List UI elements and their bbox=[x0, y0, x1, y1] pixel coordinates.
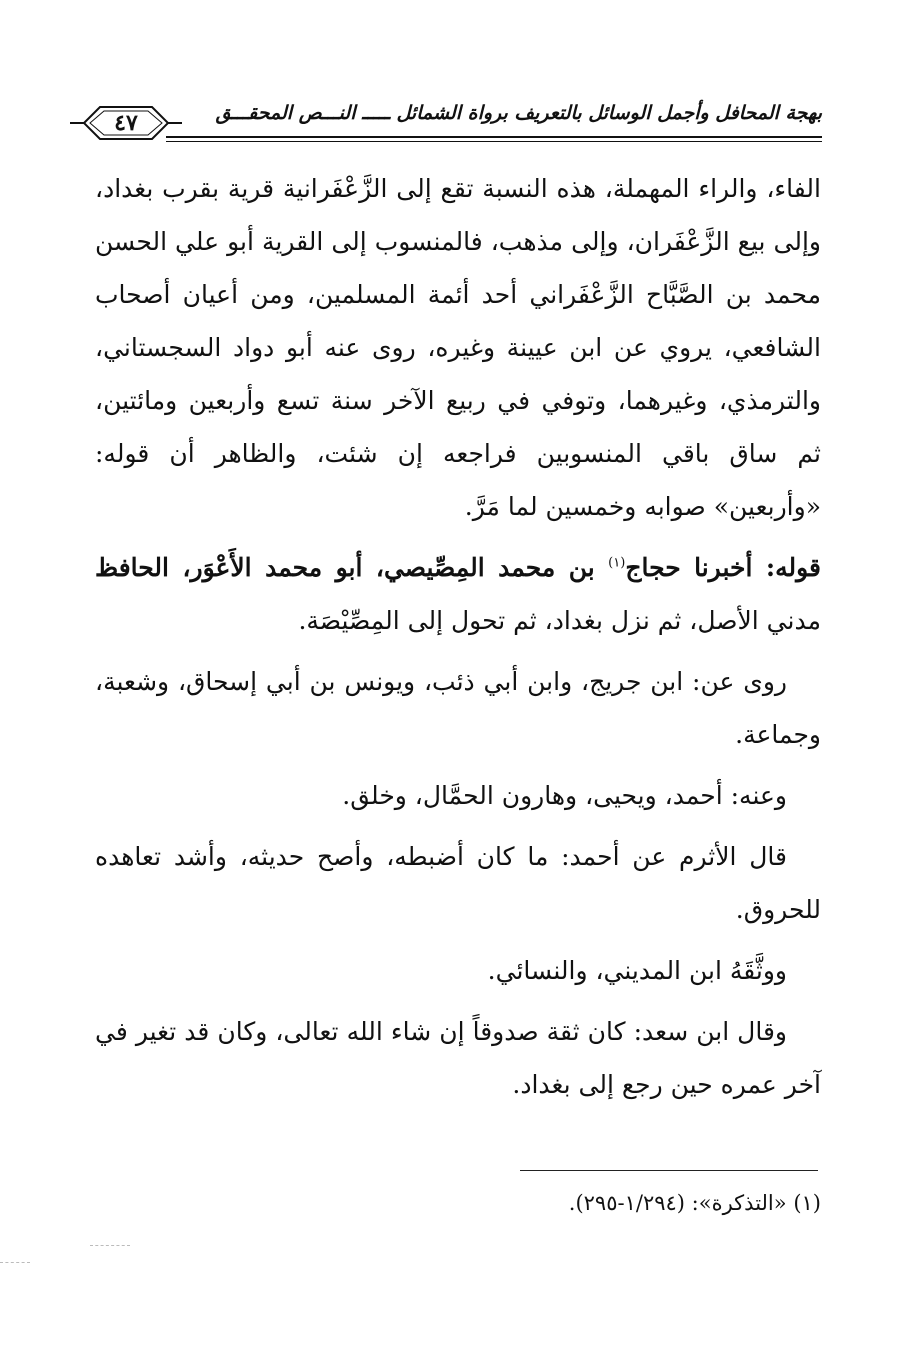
paragraph-3: روى عن: ابن جريج، وابن أبي ذئب، ويونس بن أبي إسحاق، وشعبة، وجماعة. bbox=[95, 667, 821, 749]
scan-artifact bbox=[0, 1262, 30, 1263]
header-rule bbox=[166, 136, 822, 138]
paragraph-6: ووثَّقَهُ ابن المديني، والنسائي. bbox=[487, 956, 787, 985]
page-number: ٤٧ bbox=[114, 110, 138, 136]
paragraph-2 bbox=[95, 541, 821, 647]
paragraph-1: الفاء، والراء المهملة، هذه النسبة تقع إلى الزَّعْفَرانية قرية بقرب بغداد، وإلى بيع الزَّعْفَران، وإلى مذهب، فالمنسوب إلى القرية أبو علي الحسن محمد بن الصَّبَّاح الزَّعْفَراني أحد أئمة المسلمين، ومن أعيان أصحاب الشافعي، يروي عن ابن عيينة وغيره، روى عنه أبو دواد السجستاني، والترمذي، وغيرهما، وتوفي في ربيع الآخر سنة تسع وأربعين ومائتين، ثم ساق باقي المنسوبين فراجعه إن شئت، والظاهر أن قوله: «وأربعين» صوابه وخمسين لما مَرَّ. bbox=[95, 174, 821, 521]
paragraph-2-lead: قوله: أخبرنا حجاج bbox=[625, 553, 821, 582]
footnote bbox=[121, 1186, 821, 1220]
header-title: بهجة المحافل وأجمل الوسائل بالتعريف برواة الشمائل ـــــ النـــص المحقـــق bbox=[215, 102, 822, 124]
page-number-badge bbox=[70, 101, 182, 145]
header-rule-thin bbox=[166, 141, 822, 142]
footnote-separator bbox=[520, 1170, 818, 1171]
running-header bbox=[70, 96, 822, 150]
footnote-text: «التذكرة»: (١/٢٩٤-٢٩٥). bbox=[568, 1191, 787, 1215]
paragraph-5: قال الأثرم عن أحمد: ما كان أضبطه، وأصح حديثه، وأشد تعاهده للحروق. bbox=[95, 842, 821, 924]
paragraph-4: وعنه: أحمد، ويحيى، وهارون الحمَّال، وخلق. bbox=[342, 781, 787, 810]
paragraph-2-text: مدني الأصل، ثم نزل بغداد، ثم تحول إلى المِصِّيْصَة. bbox=[298, 606, 821, 635]
paragraph-2-lead-cont: بن محمد المِصِّيصي، أبو محمد الأَعْوَر، الحافظ bbox=[95, 553, 609, 582]
scan-artifact bbox=[90, 1245, 130, 1246]
footnote-ref[interactable]: (١) bbox=[608, 555, 626, 571]
paragraph-7: وقال ابن سعد: كان ثقة صدوقاً إن شاء الله تعالى، وكان قد تغير في آخر عمره حين رجع إلى بغداد. bbox=[95, 1017, 821, 1099]
footnote-marker: (١) bbox=[793, 1191, 821, 1215]
main-text bbox=[95, 162, 821, 1111]
